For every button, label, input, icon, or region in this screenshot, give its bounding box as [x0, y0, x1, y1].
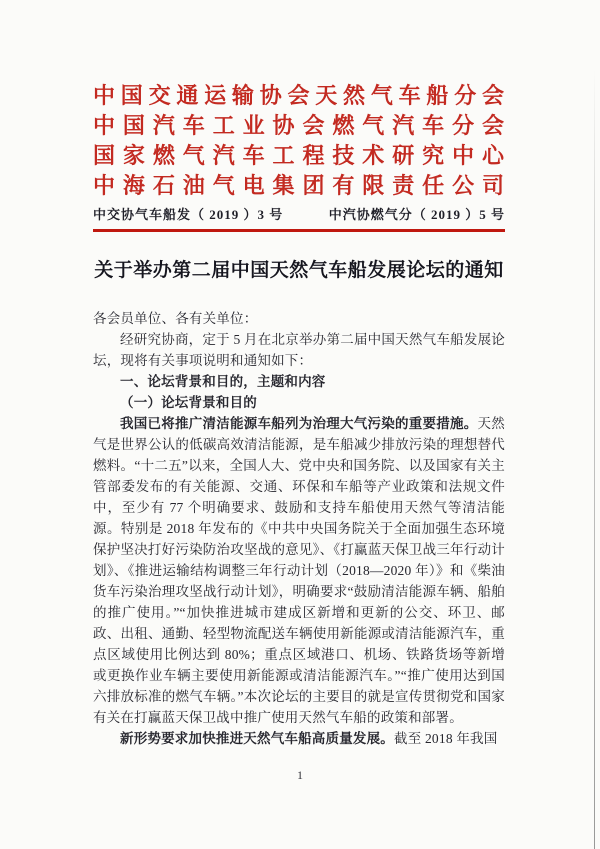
paragraph-new-situation	[93, 728, 505, 749]
section-heading-1-1: （一）论坛背景和目的	[120, 395, 257, 410]
letterhead-line-1: 中国交通运输协会天然气车船分会	[93, 83, 505, 108]
paragraph-new-situation-lead: 新形势要求加快推进天然气车船高质量发展。	[120, 731, 394, 746]
section-heading-1: 一、论坛背景和目的，主题和内容	[120, 374, 326, 389]
paragraph-background	[93, 413, 505, 728]
paragraph-new-situation-rest: 截至 2018 年我国	[394, 731, 498, 746]
letterhead	[93, 81, 505, 201]
scan-edge-artifact-line	[594, 70, 595, 849]
letterhead-line-3: 国家燃气汽车工程技术研究中心	[93, 143, 505, 168]
paragraph-intro: 经研究协商，定于 5 月在北京举办第二届中国天然气车船发展论坛，现将有关事项说明和通知如下：	[93, 332, 505, 368]
letterhead-line-4: 中海石油气电集团有限责任公司	[93, 173, 505, 198]
document-body	[93, 308, 505, 749]
red-divider-line	[93, 229, 505, 232]
salutation: 各会员单位、各有关单位：	[93, 311, 258, 326]
page-content	[93, 81, 505, 749]
paragraph-background-rest: 天然气是世界公认的低碳高效清洁能源，是车船减少排放污染的理想替代燃料。“十二五”以来，全国人大、党中央和国务院、以及国家有关主管部委发布的有关能源、交通、环保和车船等产业政策和法规文件中，至少有 77 个明确要求、鼓励和支持车船使用天然气等清洁能源。特别是 2018 年发布的《中共中央国务院关于全面加强生态环境保护坚决打好污染防治攻坚战的意见》、《打赢蓝天保卫战三年行动计划》、《推进运输结构调整三年行动计划（2018—2020 年）》和《柴油货车污染治理攻坚战行动计划》，明确要求“鼓励清洁能源车辆、船舶的推广使用。”“加快推进城市建成区新增和更新的公交、环卫、邮政、出租、通勤、轻型物流配送车辆使用新能源或清洁能源汽车，重点区域使用比例达到 80%；重点区域港口、机场、铁路货场等新增或更换作业车辆主要使用新能源或清洁能源汽车。”“推广使用达到国六排放标准的燃气车辆。”本次论坛的主要目的就是宣传贯彻党和国家有关在打赢蓝天保卫战中推广使用天然气车船的政策和部署。	[93, 416, 505, 725]
page-number: 1	[297, 768, 303, 782]
document-numbers-row	[93, 207, 505, 223]
document-title: 关于举办第二届中国天然气车船发展论坛的通知	[94, 260, 504, 281]
document-number-right: 中汽协燃气分（ 2019 ）5 号	[328, 207, 505, 222]
document-number-left: 中交协气车船发（ 2019 ）3 号	[93, 207, 284, 222]
paragraph-background-lead: 我国已将推广清洁能源车船列为治理大气污染的重要措施。	[120, 416, 478, 431]
letterhead-line-2: 中国汽车工业协会燃气汽车分会	[93, 113, 505, 138]
